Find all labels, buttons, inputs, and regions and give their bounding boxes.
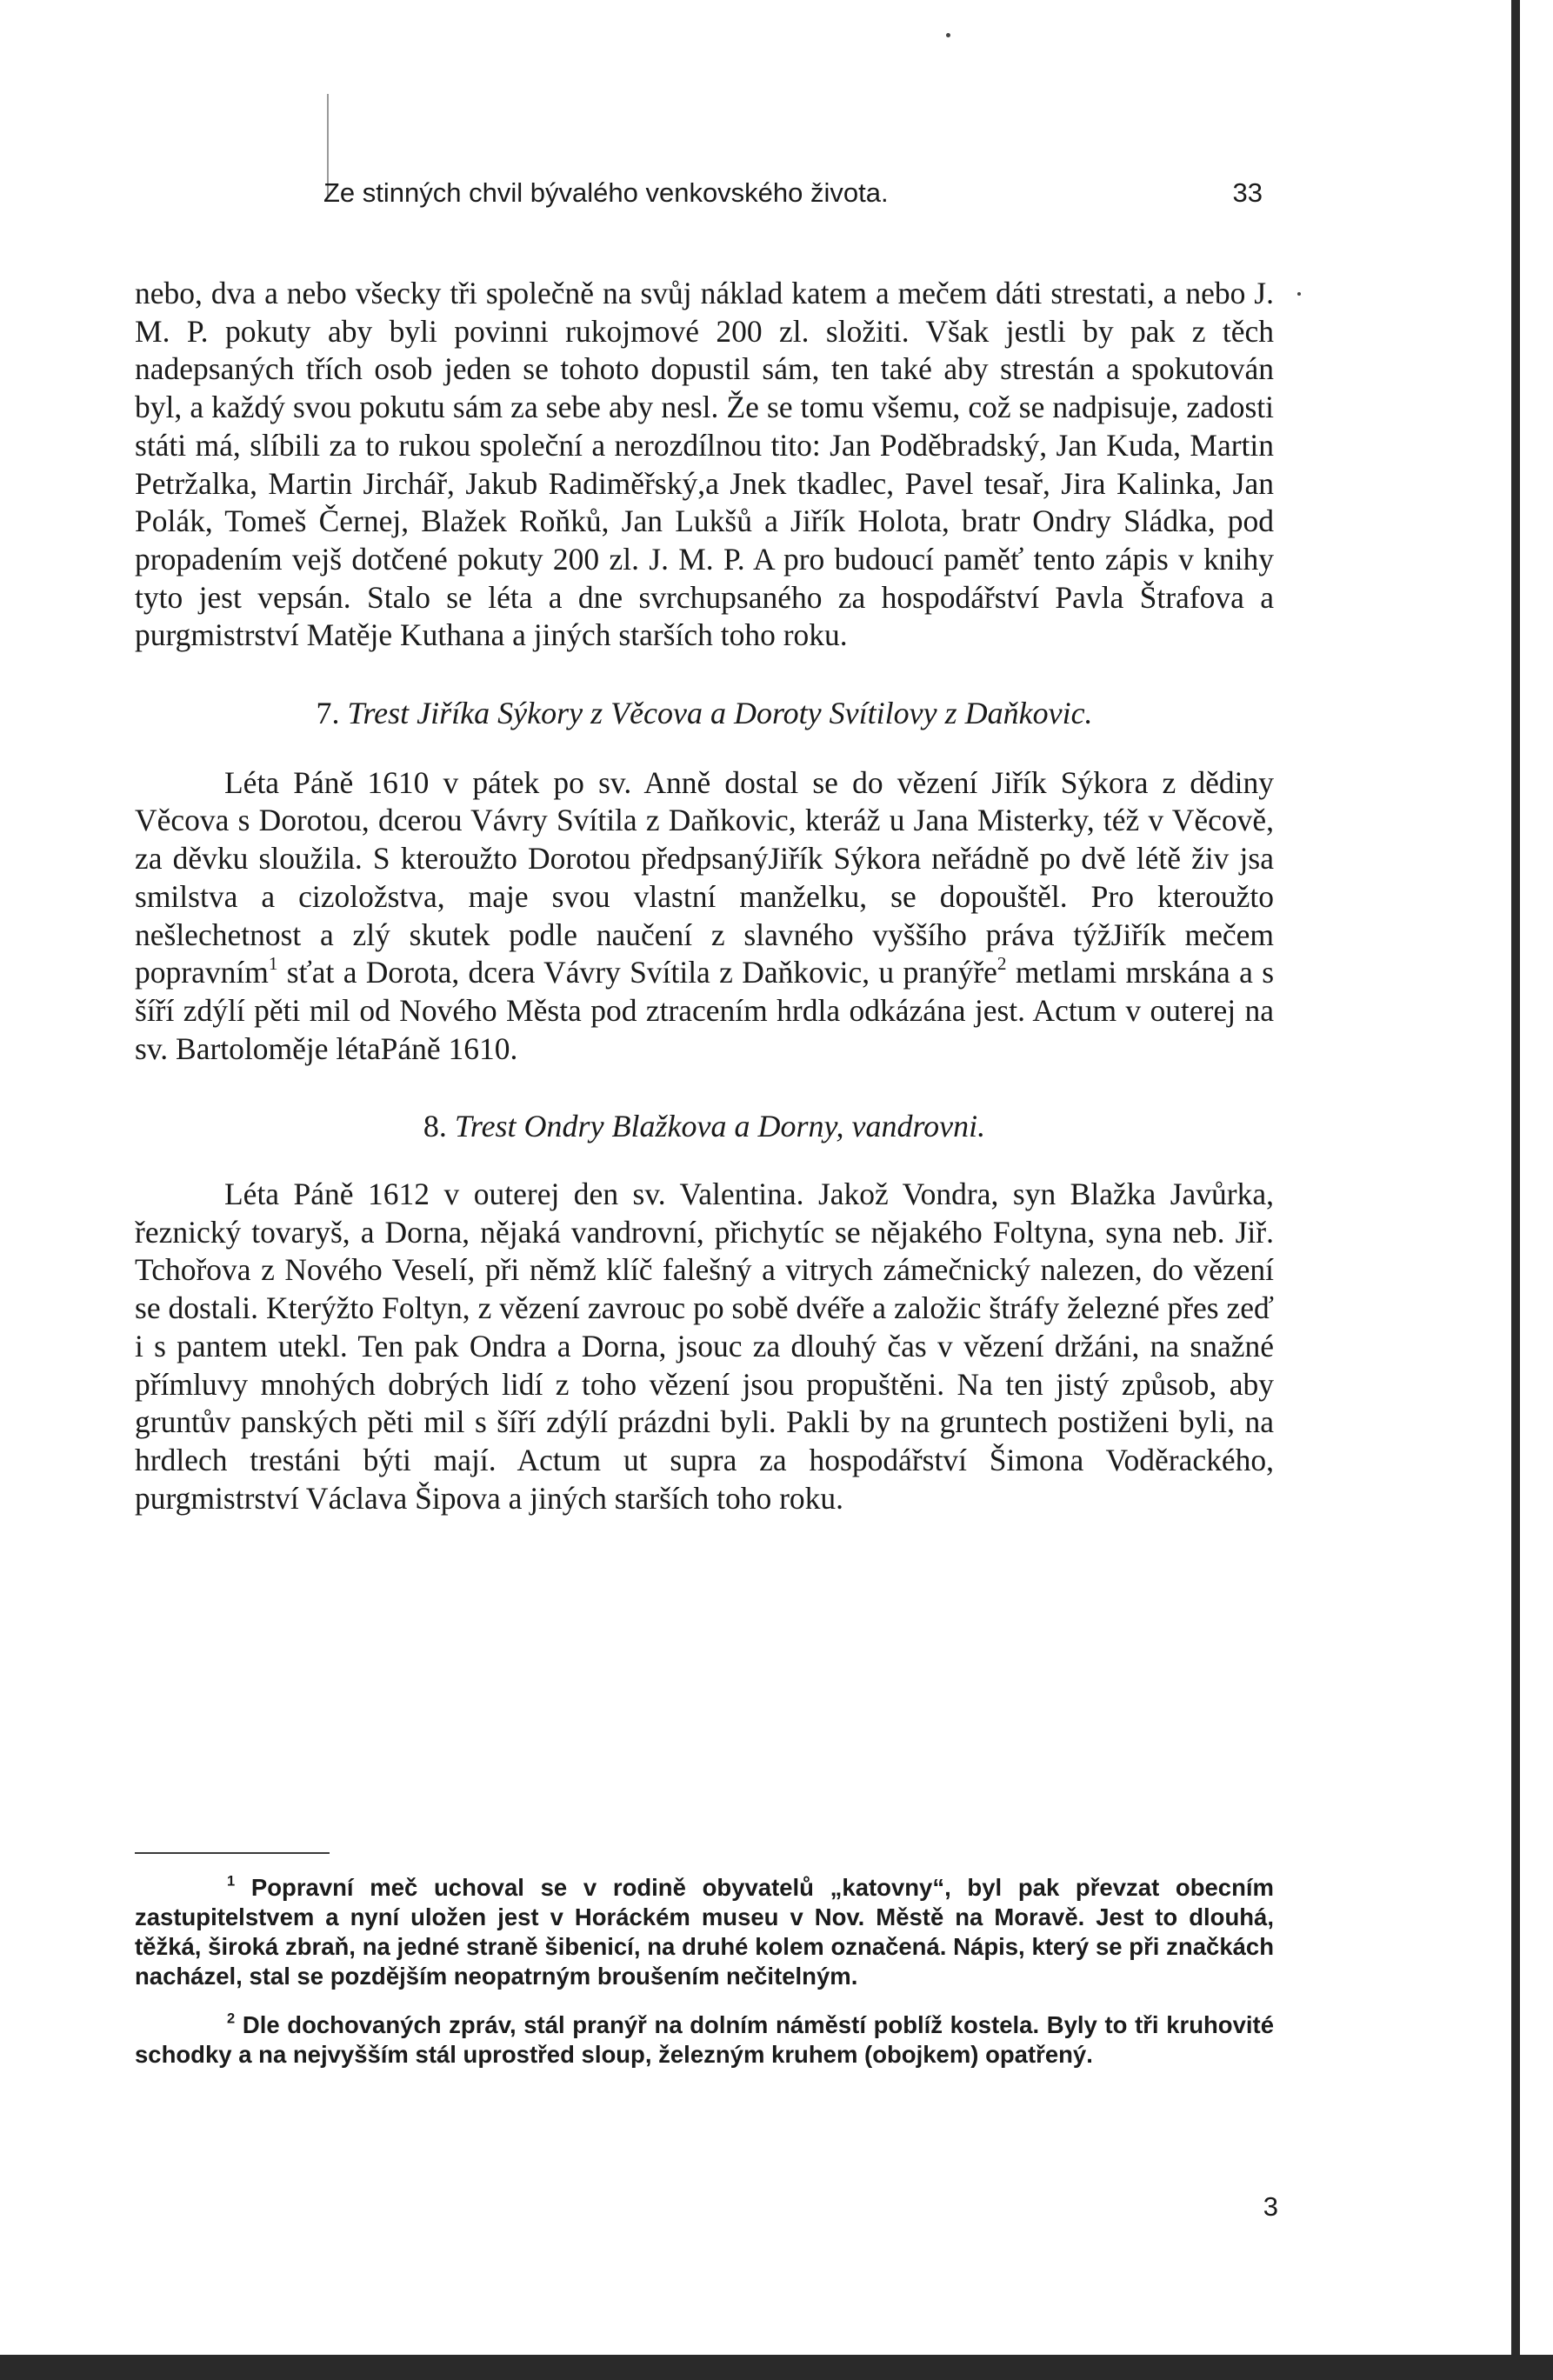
footnote-ref-2: 2 [996, 953, 1007, 975]
main-text [135, 275, 1274, 1517]
scan-speck [946, 33, 950, 37]
section-7-text-part-3: metlami mrskána a s šíří zdýlí pěti mil od Nového Města pod ztracením hrdla odkázána jest. Actum v outerej na sv. Bartoloměje létaPáně 1610. [135, 955, 1275, 1066]
section-7-text-part-1: Léta Páně 1610 v pátek po sv. Anně dostal se do vězení Jiřík Sýkora z dědiny Věcova s Dorotou, dcerou Vávry Svítila z Daňkovic, kteráž u Jana Misterky, též v Věcově, za děvku sloužila. S kteroužto Dorotou předpsanýJiřík Sýkora neřádně po dvě létě živ jsa smilstva a cizoložstva, maje svou vlastní manželku, se dopouštěl. Pro kteroužto nešlechetnost a zlý skutek podle naučení z slavného vyššího práva týžJiřík mečem popravním [135, 764, 1274, 990]
footnote-2-text: Dle dochovaných zpráv, stál pranýř na dolním náměstí poblíž kostela. Byly to tři kruhovité schodky a na nejvyšším stál uprostřed sloup, železným kruhem (obojkem) opatřený. [135, 2011, 1274, 2068]
page-number: 33 [1232, 177, 1263, 208]
section-8-paragraph: Léta Páně 1612 v outerej den sv. Valentina. Jakož Vondra, syn Blažka Javůrka, řeznický tovaryš, a Dorna, nějaká vandrovní, přichytíc se nějakého Foltyna, syna neb. Jiř. Tchořova z Nového Veselí, při němž klíč falešný a vitrych zámečnický nalezen, do vězení se dostali. Kterýžto Foltyn, z vězení zavrouc po sobě dvéře a založic štráfy železné přes zeď i s pantem utekl. Ten pak Ondra a Dorna, jsouc za dlouhý čas v vězení držáni, na snažné přímluvy mnohých dobrých lidí z toho vězení jsou propuštěni. Na ten jistý způsob, aby gruntův panských pěti mil s šíří zdýlí prázdni byli. Pakli by na gruntech postiženi byli, na hrdlech trestáni býti mají. Actum ut supra za hospodářství Šimona Voděrackého, purgmistrství Václava Šipova a jiných starších toho roku. [135, 1177, 1274, 1516]
section-6-continuation: nebo, dva a nebo všecky tři společně na svůj náklad katem a mečem dáti strestati, a nebo J. M. P. pokuty aby byli povinni rukojmové 200 zl. složiti. Však jestli by pak z těch nadepsaných třích osob jeden se tohoto dopustil sám, ten také aby strestán a spokutován byl, a každý svou pokutu sám za sebe aby nesl. Že se tomu všemu, což se nadpisuje, zadosti státi má, slíbili za to rukou společní a nerozdílnou tito: Jan Poděbradský, Jan Kuda, Martin Petržalka, Martin Jirchář, Jakub Radiměřský,a Jnek tkadlec, Pavel tesař, Jira Kalinka, Jan Polák, Tomeš Černej, Blažek Roňků, Jan Lukšů a Jiřík Holota, bratr Ondry Sládka, pod propadením vejš dotčené pokuty 200 zl. J. M. P. A pro budoucí paměť tento zápis v knihy tyto jest vepsán. Stalo se léta a dne svrchupsaného za hospodářství Pavla Štrafova a purgmistrství Matěje Kuthana a jiných starších toho roku. [135, 276, 1274, 653]
footnote-2 [135, 2010, 1274, 2070]
footnote-1-text: Popravní meč uchoval se v rodině obyvatelů „katovny“, byl pak převzat obecním zastupitelstvem a nyní uložen jest v Horáckém museu v Nov. Městě na Moravě. Jest to dlouhá, těžká, široká zbraň, na jedné straně šibenicí, na druhé kolem označená. Nápis, který se při značkách nacházel, stal se pozdějším neopatrným broušením nečitelným. [135, 1874, 1274, 1990]
section-7-number: 7. [316, 696, 340, 731]
footnote-1-marker: 1 [227, 1873, 236, 1890]
running-header [323, 177, 1263, 216]
section-7-title: Trest Jiříka Sýkory z Věcova a Doroty Svítilovy z Daňkovic. [347, 696, 1093, 731]
section-7-heading [135, 695, 1274, 733]
footnote-1 [135, 1873, 1274, 1991]
footnote-separator [135, 1852, 330, 1854]
running-title: Ze stinných chvil bývalého venkovského života. [323, 177, 889, 208]
signature-mark: 3 [1263, 2191, 1278, 2222]
section-8-title: Trest Ondry Blažkova a Dorny, vandrovni. [454, 1109, 986, 1144]
footnote-2-marker: 2 [227, 2010, 236, 2027]
scan-speck [1297, 292, 1301, 296]
section-7-paragraph [135, 764, 1274, 1069]
section-8-heading [135, 1108, 1274, 1146]
scan-border-bottom [0, 2355, 1553, 2380]
section-7-text-part-2: sťat a Dorota, dcera Vávry Svítila z Daňkovic, u pranýře [277, 955, 997, 990]
section-8-number: 8. [423, 1109, 447, 1144]
footnotes [135, 1873, 1274, 2070]
footnote-ref-1: 1 [268, 953, 278, 975]
scan-border-right [1511, 0, 1520, 2380]
